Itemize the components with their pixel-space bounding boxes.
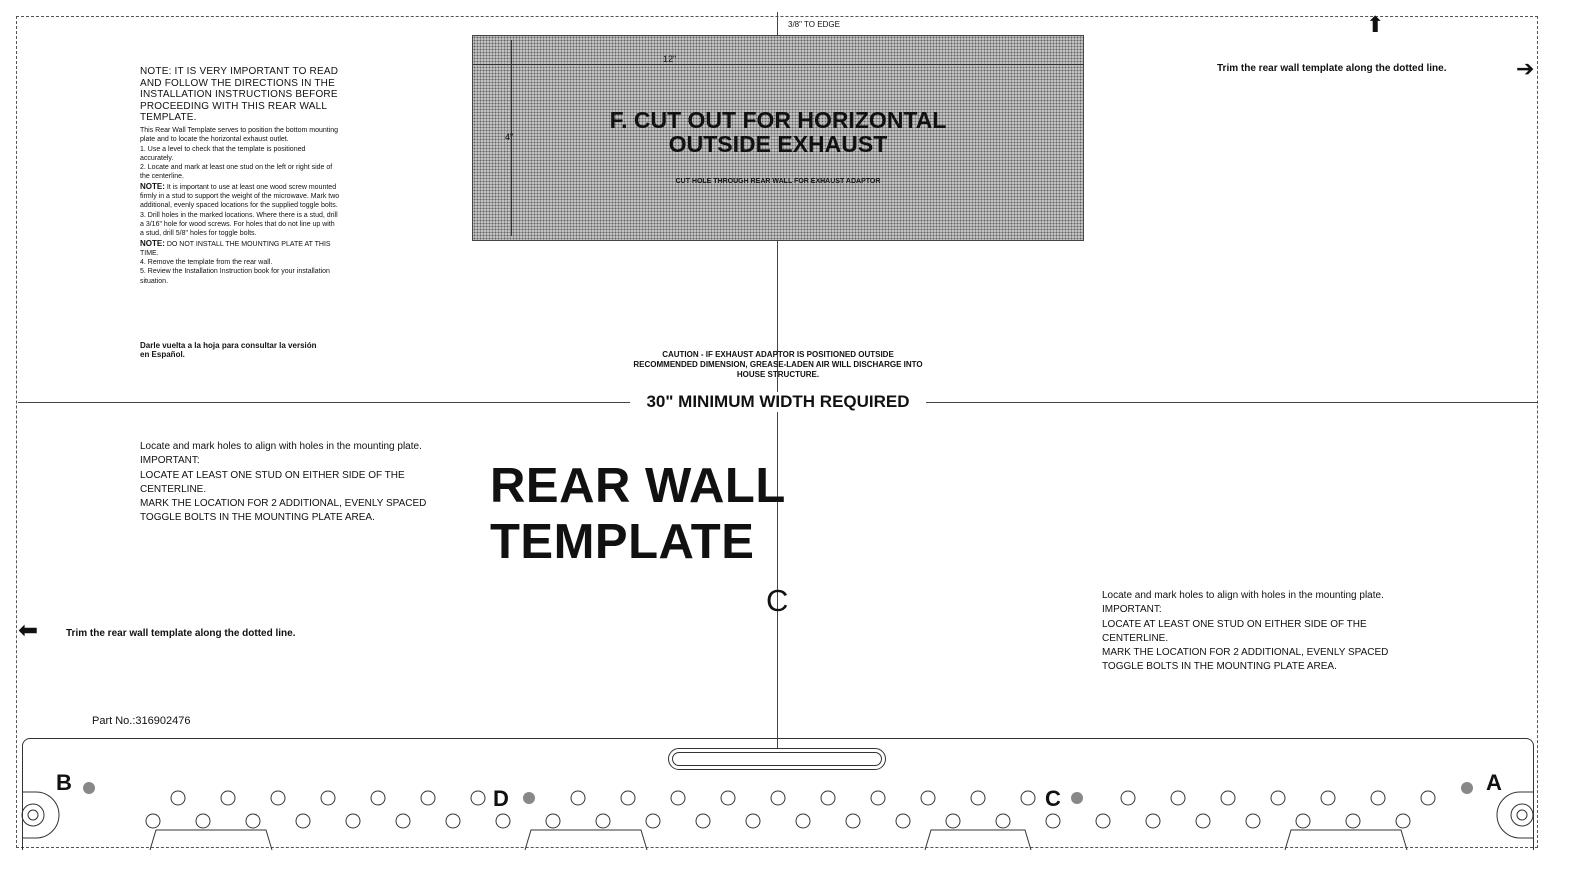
plate-hole (471, 791, 485, 805)
plate-hole (321, 791, 335, 805)
plate-hole (196, 814, 210, 828)
plate-hole (1046, 814, 1060, 828)
plate-hole (446, 814, 460, 828)
plate-hole (1396, 814, 1410, 828)
locate-instructions-right: Locate and mark holes to align with holes in the mounting plate. IMPORTANT: LOCATE AT LEAST ONE STUD ON EITHER SIDE OF THE CENTERLINE. MARK THE LOCATION FOR 2 ADDITIONAL, EVENLY SPACED TOGGLE BOLTS IN THE MOUNTING PLATE AREA. (1102, 590, 1389, 673)
plate-hole (621, 791, 635, 805)
plate-hole (396, 814, 410, 828)
plate-hole (421, 791, 435, 805)
plate-hole (246, 814, 260, 828)
plate-hole (1246, 814, 1260, 828)
cutout-width-label: 12" (663, 54, 677, 64)
plate-hole (271, 791, 285, 805)
top-edge-label: 3/8" TO EDGE (788, 20, 840, 29)
plate-label-b: B (56, 770, 72, 795)
caution-text: CAUTION - IF EXHAUST ADAPTOR IS POSITIONED OUTSIDE RECOMMENDED DIMENSION, GREASE-LADEN AIR WILL DISCHARGE INTO HOUSE STRUCTURE. (633, 350, 923, 379)
plate-hole (1146, 814, 1160, 828)
plate-hole (146, 814, 160, 828)
plate-hole (871, 791, 885, 805)
plate-hole (1271, 791, 1285, 805)
plate-hole (1321, 791, 1335, 805)
plate-hole (1171, 791, 1185, 805)
trim-instruction-left: Trim the rear wall template along the dotted line. (66, 628, 296, 639)
note-heading: NOTE: IT IS VERY IMPORTANT TO READ AND FOLLOW THE DIRECTIONS IN THE INSTALLATION INSTRUCTIONS BEFORE PROCEEDING WITH THIS REAR WALL TEMPLATE. (140, 66, 339, 123)
plate-hole (296, 814, 310, 828)
plate-hole (971, 791, 985, 805)
plate-hole (921, 791, 935, 805)
plate-hole (771, 791, 785, 805)
plate-label-c: C (1045, 786, 1061, 811)
trim-instruction-right: Trim the rear wall template along the dotted line. (1217, 63, 1447, 74)
plate-hole (171, 791, 185, 805)
left-arrow-icon: ⬅ (18, 617, 39, 644)
plate-hole (671, 791, 685, 805)
plate-hole (696, 814, 710, 828)
plate-hole (596, 814, 610, 828)
plate-hole (1096, 814, 1110, 828)
right-arrow-icon: ➔ (1516, 56, 1535, 81)
plate-hole (1421, 791, 1435, 805)
plate-label-a: A (1486, 770, 1502, 795)
plate-hole (496, 814, 510, 828)
plate-hole (1296, 814, 1310, 828)
cutout-title: F. CUT OUT FOR HORIZONTAL OUTSIDE EXHAUST (609, 107, 947, 157)
min-width-label: 30" MINIMUM WIDTH REQUIRED (630, 392, 926, 412)
plate-label-d: D (493, 786, 509, 811)
plate-hole (371, 791, 385, 805)
part-number: Part No.:316902476 (92, 715, 191, 727)
plate-hole (1021, 791, 1035, 805)
plate-hole (1221, 791, 1235, 805)
spanish-note: Darle vuelta a la hoja para consultar la versión en Español. (140, 341, 317, 359)
plate-hole (746, 814, 760, 828)
plate-hole (946, 814, 960, 828)
plate-hole (1346, 814, 1360, 828)
plate-hole (571, 791, 585, 805)
plate-hole (796, 814, 810, 828)
plate-hole (996, 814, 1010, 828)
plate-hole (846, 814, 860, 828)
cutout-height-label: 4" (505, 132, 514, 142)
plate-hole (821, 791, 835, 805)
plate-hole (1371, 791, 1385, 805)
template-title: REAR WALL TEMPLATE (490, 459, 785, 569)
plate-hole (221, 791, 235, 805)
plate-hole (721, 791, 735, 805)
plate-hole (1121, 791, 1135, 805)
plate-hole (546, 814, 560, 828)
locate-instructions-left: Locate and mark holes to align with holes in the mounting plate. IMPORTANT: LOCATE AT LEAST ONE STUD ON EITHER SIDE OF THE CENTERLINE. MARK THE LOCATION FOR 2 ADDITIONAL, EVENLY SPACED TOGGLE BOLTS IN THE MOUNTING PLATE AREA. (140, 441, 427, 524)
plate-hole (896, 814, 910, 828)
up-arrow-icon: ⬆ (1366, 12, 1385, 37)
cutout-subtitle: CUT HOLE THROUGH REAR WALL FOR EXHAUST ADAPTOR (675, 178, 881, 185)
plate-hole (346, 814, 360, 828)
plate-hole (646, 814, 660, 828)
plate-hole (1196, 814, 1210, 828)
center-mark: C (766, 583, 789, 618)
instructions: This Rear Wall Template serves to position the bottom mounting plate and to locate the horizontal exhaust outlet. 1. Use a level to check that the template is positioned accurately. 2. Locate and mark at least one stud on the left or right side of the centerline. NOTE: It is important to use at least one wood screw mounted firmly in a stud to support the weight of the microwave. Mark two additional, evenly spaced locations for the supplied toggle bolts. 3. Drill holes in the marked locations. Where there is a stud, drill a 3/16" hole for wood screws. For holes that do not line up with a stud, drill 5/8" holes for toggle bolts. NOTE: DO NOT INSTALL THE MOUNTING PLATE AT THIS TIME. 4. Remove the template from the rear wall. 5. Review the Installation Instruction book for your installation situation. (140, 127, 340, 285)
